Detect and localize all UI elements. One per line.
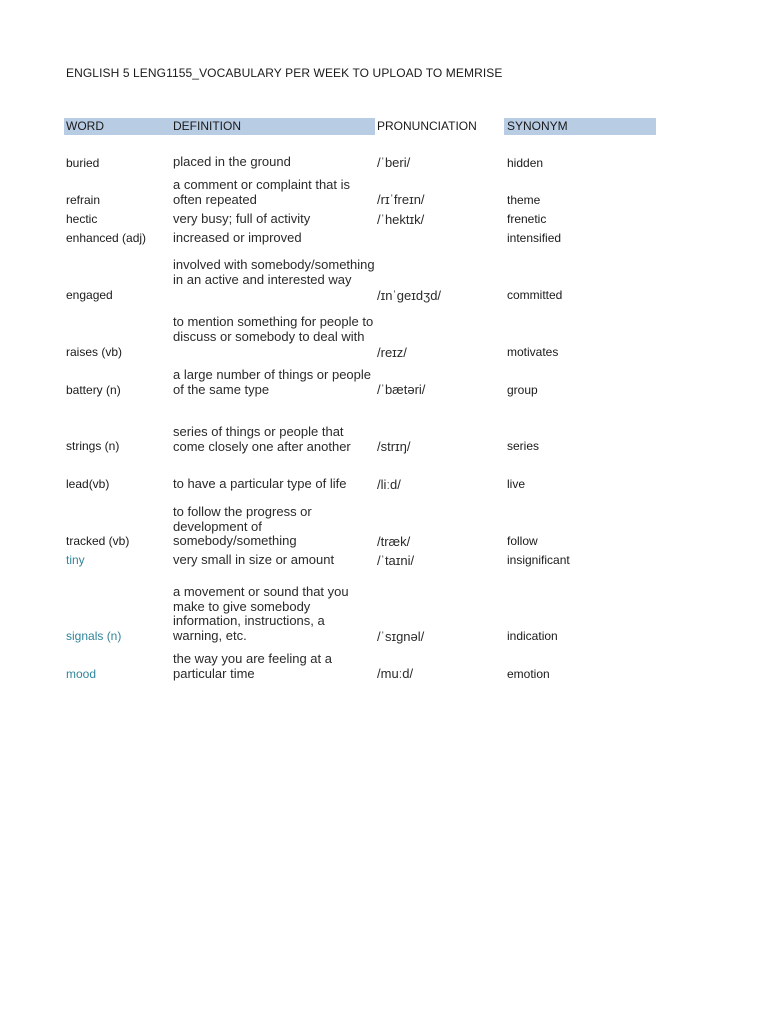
word-cell: mood	[66, 667, 97, 681]
definition-cell: series of things or people that come closely one after another	[173, 424, 351, 454]
definition-cell: placed in the ground	[173, 154, 291, 169]
definition-cell: to have a particular type of life	[173, 476, 347, 491]
synonym-cell: insignificant	[507, 553, 570, 567]
word-cell: strings (n)	[66, 439, 120, 453]
header-definition: DEFINITION	[173, 119, 241, 133]
pronunciation-cell: /muːd/	[377, 666, 414, 681]
definition-cell: increased or improved	[173, 230, 302, 245]
pronunciation-cell: /træk/	[377, 534, 411, 549]
word-cell: battery (n)	[66, 383, 121, 397]
header-pronunciation: PRONUNCIATION	[377, 119, 477, 133]
definition-cell: very busy; full of activity	[173, 211, 311, 226]
definition-cell: very small in size or amount	[173, 552, 335, 567]
pronunciation-cell: /rɪˈfreɪn/	[377, 192, 425, 207]
definition-cell: a movement or sound that you make to give somebody information, instructions, a warning, etc.	[173, 584, 349, 643]
pronunciation-cell: /ˈsɪɡnəl/	[377, 629, 425, 644]
table-header-row	[0, 118, 768, 135]
pronunciation-cell: /ˈtaɪni/	[377, 553, 415, 568]
word-cell: raises (vb)	[66, 345, 123, 359]
synonym-cell: motivates	[507, 345, 559, 359]
definition-cell: a large number of things or people of the same type	[173, 367, 372, 397]
synonym-cell: live	[507, 477, 526, 491]
word-cell: engaged	[66, 288, 113, 302]
synonym-cell: emotion	[507, 667, 550, 681]
definition-cell: to follow the progress or development of somebody/something	[173, 504, 312, 548]
definition-cell: the way you are feeling at a particular time	[173, 651, 332, 681]
word-cell: enhanced (adj)	[66, 231, 147, 245]
synonym-cell: intensified	[507, 231, 562, 245]
synonym-cell: series	[507, 439, 540, 453]
synonym-cell: hidden	[507, 156, 544, 170]
pronunciation-cell: /ɪnˈɡeɪdʒd/	[377, 288, 442, 303]
synonym-cell: follow	[507, 534, 538, 548]
definition-cell: involved with somebody/something in an active and interested way	[173, 257, 375, 287]
word-cell: hectic	[66, 212, 98, 226]
synonym-cell: theme	[507, 193, 541, 207]
word-cell: tracked (vb)	[66, 534, 130, 548]
pronunciation-cell: /ˈhektɪk/	[377, 212, 425, 227]
definition-cell: to mention something for people to discuss or somebody to deal with	[173, 314, 374, 344]
pronunciation-cell: /ˈberi/	[377, 155, 411, 170]
pronunciation-cell: /strɪŋ/	[377, 439, 411, 454]
word-cell: tiny	[66, 553, 85, 567]
synonym-cell: indication	[507, 629, 558, 643]
synonym-cell: group	[507, 383, 538, 397]
word-cell: lead(vb)	[66, 477, 110, 491]
pronunciation-cell: /liːd/	[377, 477, 401, 492]
definition-cell: a comment or complaint that is often repeated	[173, 177, 351, 207]
word-cell: refrain	[66, 193, 101, 207]
word-cell: buried	[66, 156, 100, 170]
synonym-cell: frenetic	[507, 212, 547, 226]
pronunciation-cell: /ˈbætəri/	[377, 382, 426, 397]
synonym-cell: committed	[507, 288, 563, 302]
header-word: WORD	[66, 119, 104, 133]
document-title: ENGLISH 5 LENG1155_VOCABULARY PER WEEK TO UPLOAD TO MEMRISE	[66, 66, 503, 80]
word-cell: signals (n)	[66, 629, 122, 643]
pronunciation-cell: /reɪz/	[377, 345, 407, 360]
header-synonym: SYNONYM	[507, 119, 568, 133]
